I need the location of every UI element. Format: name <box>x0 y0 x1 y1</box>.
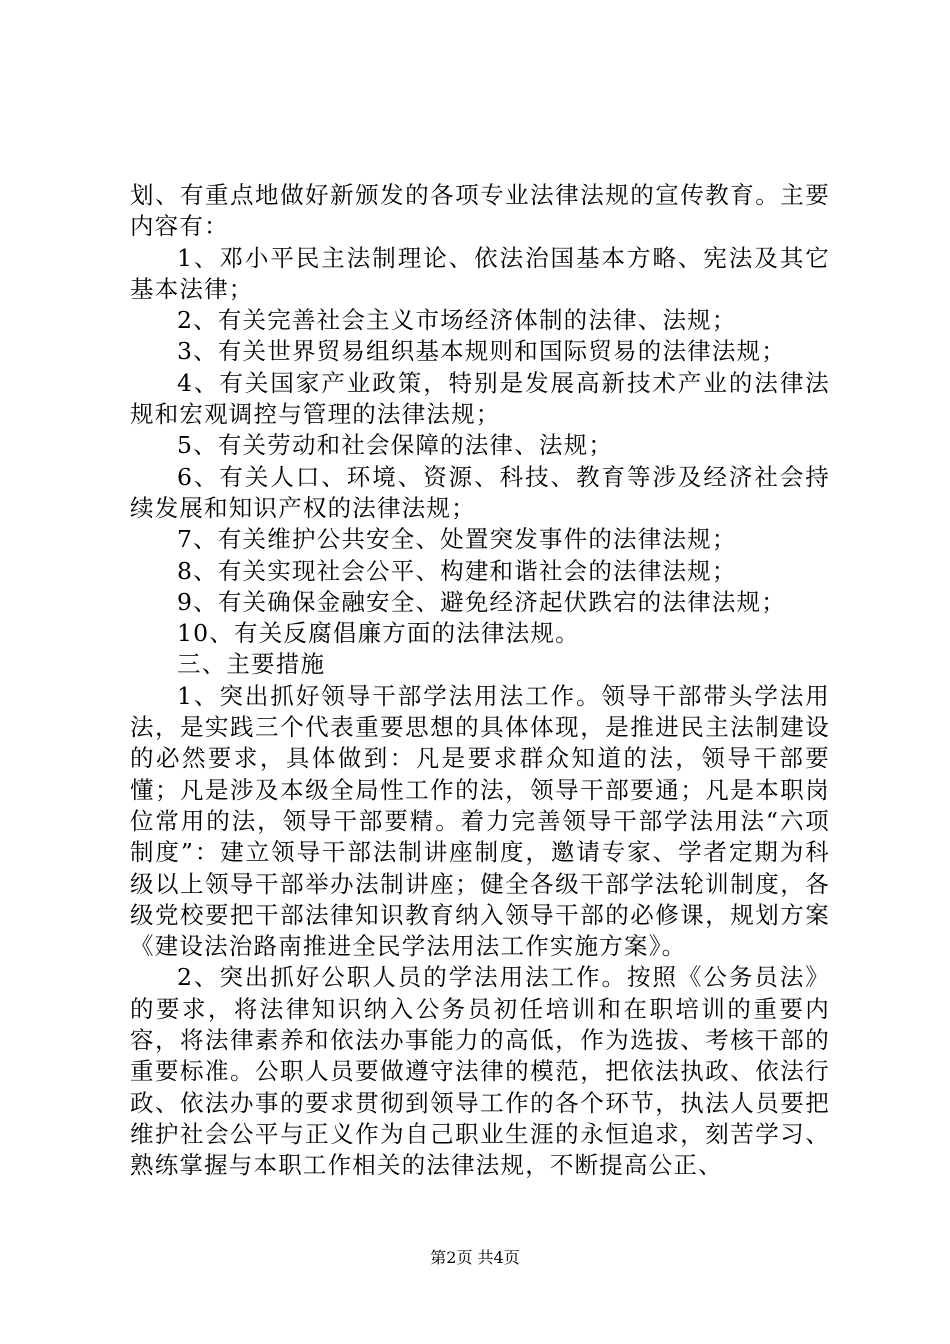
paragraph-continuation: 划、有重点地做好新颁发的各项专业法律法规的宣传教育。主要内容有： <box>130 181 830 241</box>
section-heading: 三、主要措施 <box>177 650 326 679</box>
document-body <box>130 180 830 1182</box>
paragraph-measure-1: 1、突出抓好领导干部学法用法工作。领导干部带头学法用法，是实践三个代表重要思想的具体体现，是推进民主法制建设的必然要求，具体做到：凡是要求群众知道的法，领导干部要懂；凡是涉及本级全局性工作的法，领导干部要通；凡是本职岗位常用的法，领导干部要精。着力完善领导干部学法用法“六项制度”：建立领导干部法制讲座制度，邀请专家、学者定期为科级以上领导干部举办法制讲座；健全各级干部学法轮训制度，各级党校要把干部法律知识教育纳入领导干部的必修课，规划方案《建设法治路南推进全民学法用法工作实施方案》。 <box>130 681 830 961</box>
page-number: 第2页 共4页 <box>430 1248 520 1267</box>
paragraph-measure-2: 2、突出抓好公职人员的学法用法工作。按照《公务员法》的要求，将法律知识纳入公务员初任培训和在职培训的重要内容，将法律素养和依法办事能力的高低，作为选拔、考核干部的重要标准。公职人员要做遵守法律的模范，把依法执政、依法行政、依法办事的要求贯彻到领导工作的各个环节，执法人员要把维护社会公平与正义作为自己职业生涯的永恒追求，刻苦学习、熟练掌握与本职工作相关的法律法规，不断提高公正、 <box>130 963 830 1180</box>
paragraph-item-7: 7、有关维护公共安全、处置突发事件的法律法规； <box>177 525 737 554</box>
paragraph-item-5: 5、有关劳动和社会保障的法律、法规； <box>177 431 614 460</box>
paragraph-item-1: 1、邓小平民主法制理论、依法治国基本方略、宪法及其它基本法律； <box>130 243 830 303</box>
paragraph-item-6: 6、有关人口、环境、资源、科技、教育等涉及经济社会持续发展和知识产权的法律法规； <box>130 462 830 522</box>
page-footer <box>0 1245 950 1268</box>
paragraph-item-10: 10、有关反腐倡廉方面的法律法规。 <box>177 619 580 648</box>
paragraph-item-8: 8、有关实现社会公平、构建和谐社会的法律法规； <box>177 556 737 585</box>
paragraph-item-9: 9、有关确保金融安全、避免经济起伏跌宕的法律法规； <box>177 587 786 616</box>
paragraph-item-2: 2、有关完善社会主义市场经济体制的法律、法规； <box>177 306 737 335</box>
paragraph-item-4: 4、有关国家产业政策，特别是发展高新技术产业的法律法规和宏观调控与管理的法律法规； <box>130 368 830 429</box>
paragraph-item-3: 3、有关世界贸易组织基本规则和国际贸易的法律法规； <box>177 337 786 366</box>
